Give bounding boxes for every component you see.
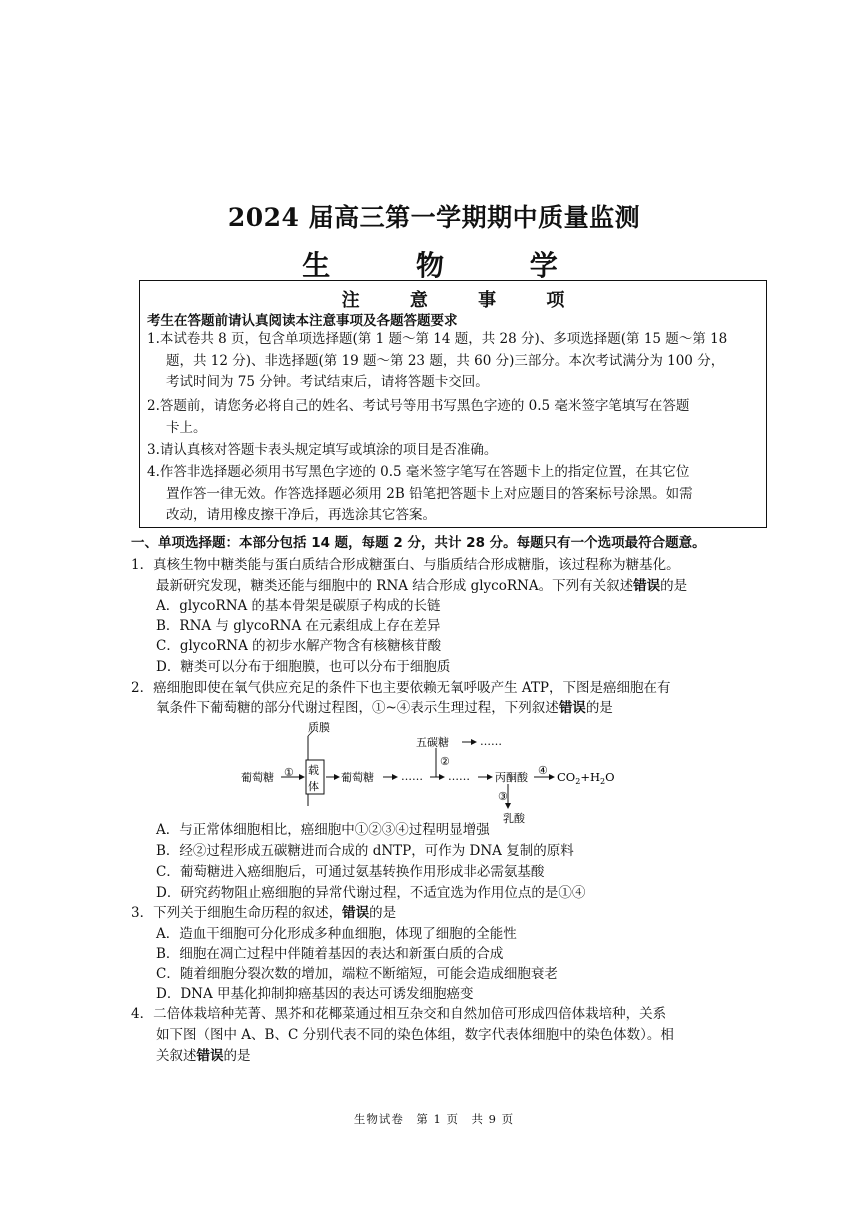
process-2-label: ② [440,755,450,768]
question-4-stem: 4．二倍体栽培种芜菁、黑芥和花椰菜通过相互杂交和自然加倍可形成四倍体栽培种，关系 [131,1006,667,1022]
notice-line: 改动，请用橡皮擦干净后，再选涂其它答案。 [166,507,436,523]
section-heading: 一、单项选择题：本部分包括 14 题，每题 2 分，共计 28 分。每题只有一个选项最符合题意。 [131,535,706,551]
stem-text: 的是 [223,1048,251,1064]
question-4-stem-cont: 如下图（图中 A、B、C 分别代表不同的染色体组，数字代表体细胞中的染色体数）。相 [156,1027,674,1043]
carrier-label: 载 [308,764,319,777]
notice-line: 题，共 12 分)、非选择题(第 19 题～第 23 题，共 60 分)三部分。本次考试满分为 100 分， [166,352,725,369]
o-text: O [605,770,615,784]
process-4-label: ④ [538,764,548,777]
question-3-option-b: B．细胞在凋亡过程中伴随着基因的表达和新蛋白质的合成 [156,946,504,962]
dots-1: …… [401,770,423,783]
dots-2: …… [480,735,502,748]
notice-line: 3.请认真核对答题卡表头规定填写或填涂的项目是否准确。 [147,442,498,458]
question-2-option-c: C．葡萄糖进入癌细胞后，可通过氨基转换作用形成非必需氨基酸 [156,864,545,880]
notice-line: 2.答题前，请您务必将自己的姓名、考试号等用书写黑色字迹的 0.5 毫米签字笔填写在答题 [147,398,690,414]
notice-intro: 考生在答题前请认真阅读本注意事项及各题答题要求 [147,313,458,329]
emphasis-wrong: 错误 [558,700,586,716]
stem-text: 3．下列关于细胞生命历程的叙述， [131,905,343,921]
question-2-stem-cont [156,698,613,718]
notice-title: 注 意 事 项 [341,290,587,311]
question-3-option-d: D．DNA 甲基化抑制抑癌基因的表达可诱发细胞癌变 [156,986,474,1002]
notice-box [139,280,767,528]
question-1-option-d: D．糖类可以分布于细胞膜，也可以分布于细胞质 [156,659,451,675]
notice-item [147,440,759,462]
pentose-label: 五碳糖 [416,736,449,749]
stem-text: 氧条件下葡萄糖的部分代谢过程图，①~④表示生理过程，下列叙述 [156,700,559,716]
co2-text: CO [557,770,576,784]
question-1-stem-cont [156,576,687,596]
question-1-option-b: B．RNA 与 glycoRNA 在元素组成上存在差异 [156,618,441,634]
notice-line: 卡上。 [166,419,207,436]
stem-text: 最新研究发现，糖类还能与细胞中的 RNA 结合形成 glycoRNA。下列有关叙述 [156,578,634,594]
process-1-label: ① [284,766,294,779]
stem-text: 的是 [660,578,688,594]
page-footer: 生物试卷 第 1 页 共 9 页 [353,1112,515,1126]
question-3-stem [131,903,396,923]
exam-title: 2024 届高三第一学期期中质量监测 [227,203,641,232]
lactate-label: 乳酸 [503,812,525,825]
question-3-option-a: A．造血干细胞可分化形成多种血细胞，体现了细胞的全能性 [156,926,517,942]
question-1-option-a: A．glycoRNA 的基本骨架是碳原子构成的长链 [156,598,441,614]
co2-h2o-label [557,770,615,786]
stem-text: 的是 [585,700,613,716]
pyruvate-label: 丙酮酸 [495,771,528,784]
question-1-option-c: C．glycoRNA 的初步水解产物含有核糖核苷酸 [156,638,442,654]
glucose-inside-label: 葡萄糖 [341,771,374,784]
notice-line: 置作答一律无效。作答选择题必须用 2B 铅笔把答题卡上对应题目的答案标号涂黑。如需 [166,485,693,502]
glucose-outside-label: 葡萄糖 [241,771,274,784]
question-2-option-d: D．研究药物阻止癌细胞的异常代谢过程，不适宜选为作用位点的是①④ [156,885,586,901]
stem-text: 关叙述 [156,1048,197,1064]
emphasis-wrong: 错误 [633,578,661,594]
notice-line: 考试时间为 75 分钟。考试结束后，请将答题卡交回。 [166,374,489,390]
dots-3: …… [448,770,470,783]
notice-item [147,329,759,394]
notice-line: 4.作答非选择题必须用书写黑色字迹的 0.5 毫米签字笔写在答题卡上的指定位置，在其它位 [147,464,690,480]
question-2-stem: 2．癌细胞即使在氧气供应充足的条件下也主要依赖无氧呼吸产生 ATP，下图是癌细胞在有 [131,680,671,696]
question-2-option-a: A．与正常体细胞相比，癌细胞中①②③④过程明显增强 [156,822,490,838]
carrier-label: 体 [308,780,319,793]
subscript: 2 [575,777,581,786]
question-3-option-c: C．随着细胞分裂次数的增加，端粒不断缩短，可能会造成细胞衰老 [156,966,558,982]
plus-h-text: +H [580,770,600,784]
question-2-option-b: B．经②过程形成五碳糖进而合成的 dNTP，可作为 DNA 复制的原料 [156,843,574,859]
emphasis-wrong: 错误 [196,1048,224,1064]
notice-line: 1.本试卷共 8 页，包含单项选择题(第 1 题～第 14 题，共 28 分)、多项选择题(第 15 题～第 18 [147,331,728,347]
emphasis-wrong: 错误 [342,905,370,921]
process-3-label: ③ [498,790,508,803]
subject-title: 生 物 学 [302,249,596,282]
subscript: 2 [600,777,606,786]
metabolism-diagram-svg [236,718,646,826]
stem-text: 的是 [369,905,397,921]
question-4-stem-cont [156,1046,251,1066]
metabolism-diagram [236,718,646,826]
notice-item [147,396,759,439]
notice-item [147,462,759,527]
question-1-stem: 1．真核生物中糖类能与蛋白质结合形成糖蛋白、与脂质结合形成糖脂，该过程称为糖基化。 [131,557,680,573]
membrane-label: 质膜 [308,721,330,734]
